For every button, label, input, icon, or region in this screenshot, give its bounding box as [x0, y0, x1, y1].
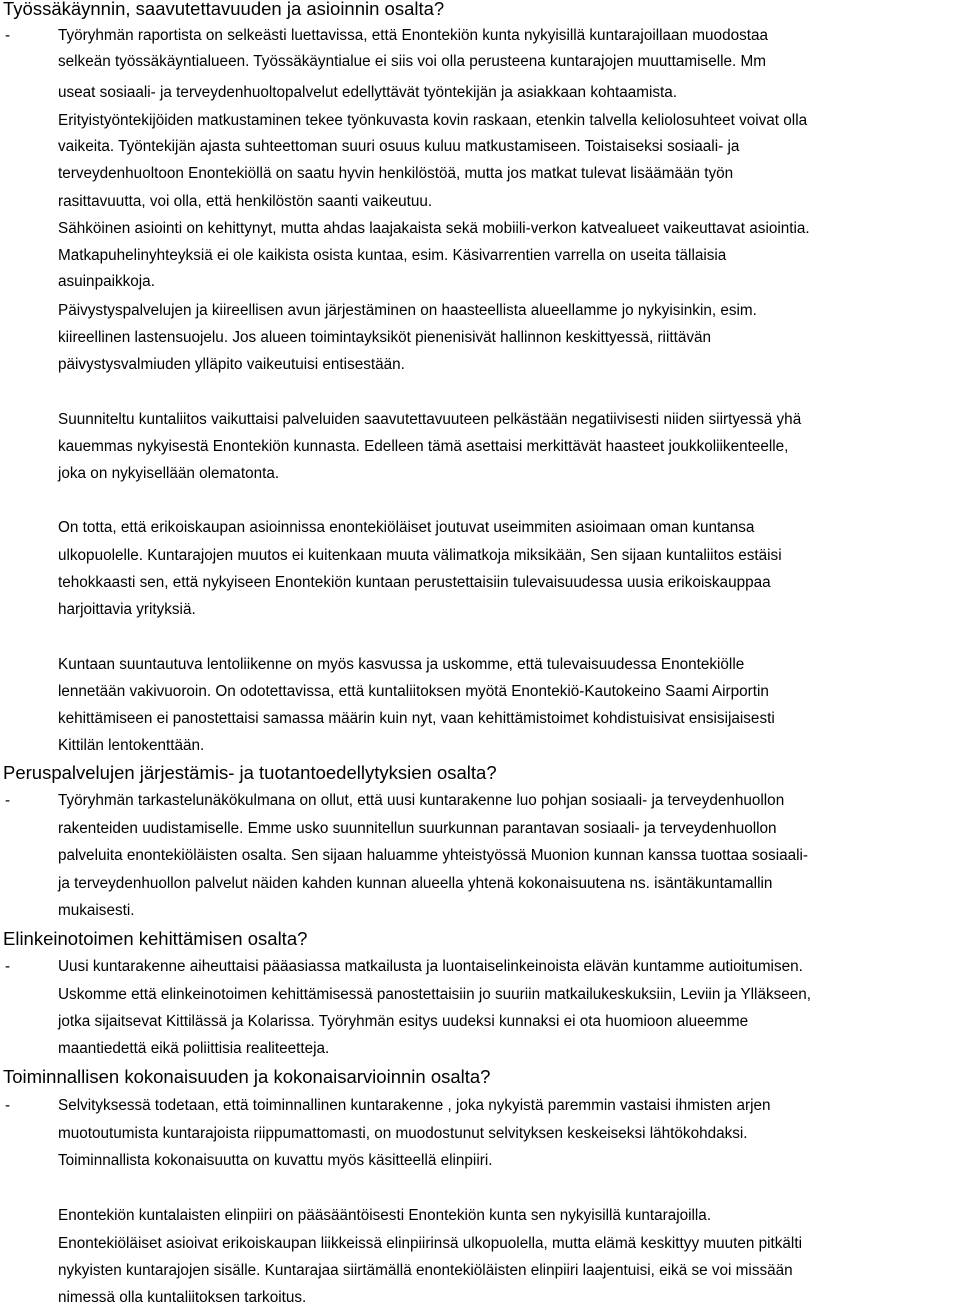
text-line: nimessä olla kuntaliitoksen tarkoitus.	[58, 1289, 307, 1306]
text-line: muotoutumista kuntarajoista riippumattomasti, on muodostunut selvityksen keskeiseksi lähtökohdaksi.	[58, 1125, 748, 1142]
text-line: asuinpaikkoja.	[58, 273, 155, 290]
text-line: Enontekiön kuntalaisten elinpiiri on pääsääntöisesti Enontekiön kunta sen nykyisillä kuntarajoilla.	[58, 1207, 712, 1224]
text-line: maantiedettä eikä poliittisia realiteetteja.	[58, 1040, 330, 1057]
list-dash: -	[5, 1097, 11, 1114]
text-line: nykyisten kuntarajojen sisälle. Kuntarajaa siirtämällä enontekiöläisten elinpiiri laajentuisi, eikä se voi missään	[58, 1262, 793, 1279]
text-line: kiireellinen lastensuojelu. Jos alueen toimintayksiköt pienenisivät hallinnon keskittyessä, riittävän	[58, 329, 712, 346]
section-heading: Työssäkäynnin, saavutettavuuden ja asioinnin osalta?	[3, 0, 445, 19]
text-line: Erityistyöntekijöiden matkustaminen tekee työnkuvasta kovin raskaan, etenkin talvella keliolosuhteet voivat olla	[58, 112, 808, 129]
text-line: Kuntaan suuntautuva lentoliikenne on myös kasvussa ja uskomme, että tulevaisuudessa Enontekiölle	[58, 656, 745, 673]
text-line: rasittavuutta, voi olla, että henkilöstön saanti vaikeutuu.	[58, 193, 433, 210]
text-line: ulkopuolelle. Kuntarajojen muutos ei kuitenkaan muuta välimatkoja miksikään, Sen sijaan kuntaliitos estäisi	[58, 547, 782, 564]
list-dash: -	[5, 958, 11, 975]
text-line: Selvityksessä todetaan, että toiminnallinen kuntarakenne , joka nykyistä paremmin vastaisi ihmisten arjen	[58, 1097, 771, 1114]
text-line: Uusi kuntarakenne aiheuttaisi pääasiassa matkailusta ja luontaiselinkeinoista elävän kuntamme autioitumisen.	[58, 958, 803, 975]
text-line: Toiminnallista kokonaisuutta on kuvattu myös käsitteellä elinpiiri.	[58, 1152, 493, 1169]
text-line: Kittilän lentokenttään.	[58, 737, 205, 754]
text-line: Suunniteltu kuntaliitos vaikuttaisi palveluiden saavutettavuuteen pelkästään negatiivisesti niiden siirtyessä yhä	[58, 411, 802, 428]
text-line: mukaisesti.	[58, 902, 135, 919]
text-line: kehittämiseen ei panostettaisi samassa määrin kuin nyt, vaan kehittämistoimet kohdistuisivat ensisijaisesti	[58, 710, 775, 727]
text-line: Työryhmän raportista on selkeästi luettavissa, että Enontekiön kunta nykyisillä kuntarajoillaan muodostaa	[58, 27, 768, 44]
text-line: Enontekiöläiset asioivat erikoiskaupan liikkeissä elinpiirinsä ulkopuolella, mutta elämä keskittyy muuten pitkälti	[58, 1235, 802, 1252]
text-line: selkeän työssäkäyntialueen. Työssäkäyntialue ei siis voi olla perusteena kuntarajojen muuttamiselle. Mm	[58, 53, 766, 70]
text-line: tehokkaasti sen, että nykyiseen Enontekiön kuntaan perustettaisiin tulevaisuudessa uusia erikoiskauppaa	[58, 574, 771, 591]
section-heading: Elinkeinotoimen kehittämisen osalta?	[3, 928, 308, 949]
text-line: päivystysvalmiuden ylläpito vaikeutuisi entisestään.	[58, 356, 405, 373]
text-line: joka on nykyisellään olematonta.	[58, 465, 280, 482]
text-line: kauemmas nykyisestä Enontekiön kunnasta. Edelleen tämä asettaisi merkittävät haasteet joukkoliikenteelle,	[58, 438, 789, 455]
list-dash: -	[5, 27, 11, 44]
text-line: Sähköinen asiointi on kehittynyt, mutta ahdas laajakaista sekä mobiili-verkon katvealueet vaikeuttavat asiointia.	[58, 220, 810, 237]
text-line: useat sosiaali- ja terveydenhuoltopalvelut edellyttävät työntekijän ja asiakkaan kohtaamista.	[58, 84, 678, 101]
text-line: Päivystyspalvelujen ja kiireellisen avun järjestäminen on haasteellista alueellamme jo nykyisinkin, esim.	[58, 302, 757, 319]
text-line: On totta, että erikoiskaupan asioinnissa enontekiöläiset joutuvat useimmiten asioimaan oman kuntansa	[58, 519, 755, 536]
text-line: ja terveydenhuollon palvelut näiden kahden kunnan alueella yhtenä kokonaisuutena ns. isäntäkuntamallin	[58, 875, 773, 892]
text-line: Uskomme että elinkeinotoimen kehittämisessä panostettaisiin jo suuriin matkailukeskuksiin, Leviin ja Ylläkseen,	[58, 986, 812, 1003]
text-line: harjoittavia yrityksiä.	[58, 601, 196, 618]
section-heading: Peruspalvelujen järjestämis- ja tuotantoedellytyksien osalta?	[3, 762, 497, 783]
text-line: palveluita enontekiöläisten osalta. Sen sijaan haluamme yhteistyössä Muonion kunnan kanssa tuottaa sosiaali-	[58, 847, 809, 864]
list-dash: -	[5, 792, 11, 809]
text-line: terveydenhuoltoon Enontekiöllä on saatu hyvin henkilöstöä, mutta jos matkat tulevat lisäämään työn	[58, 165, 734, 182]
text-line: rakenteiden uudistamiselle. Emme usko suunnitellun suurkunnan parantavan sosiaali- ja terveydenhuollon	[58, 820, 777, 837]
section-heading: Toiminnallisen kokonaisuuden ja kokonaisarvioinnin osalta?	[3, 1066, 491, 1087]
text-line: jotka sijaitsevat Kittilässä ja Kolarissa. Työryhmän esitys uudeksi kunnaksi ei ota huomioon alueemme	[58, 1013, 749, 1030]
text-line: Matkapuhelinyhteyksiä ei ole kaikista osista kuntaa, esim. Käsivarrentien varrella on useita tällaisia	[58, 247, 727, 264]
text-line: vaikeita. Työntekijän ajasta suhteettoman suuri osuus kuluu matkustamiseen. Toistaiseksi sosiaali- ja	[58, 138, 740, 155]
text-line: lennetään vakivuoroin. On odotettavissa, että kuntaliitoksen myötä Enontekiö-Kautokeino Saami Airportin	[58, 683, 769, 700]
text-line: Työryhmän tarkastelunäkökulmana on ollut, että uusi kuntarakenne luo pohjan sosiaali- ja terveydenhuollon	[58, 792, 785, 809]
